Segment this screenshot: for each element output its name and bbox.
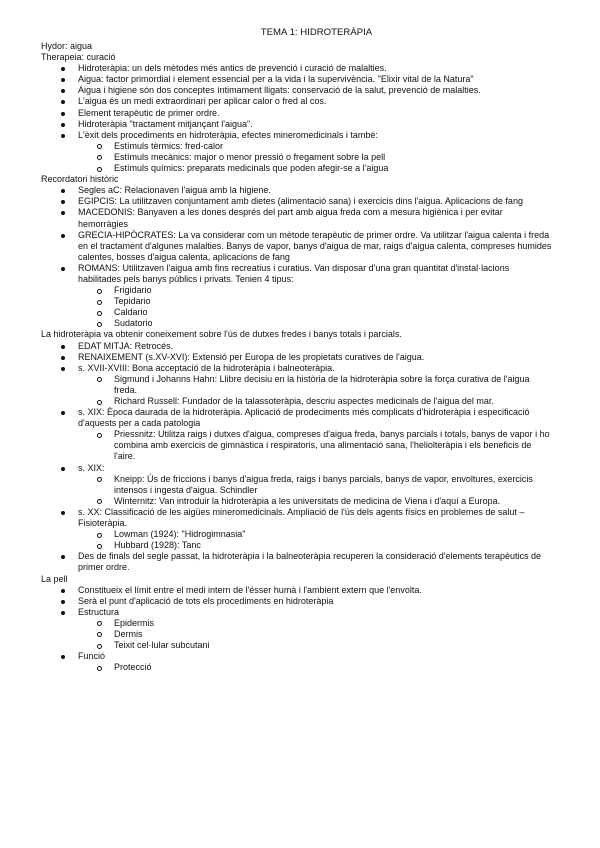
bullet-list (41, 63, 552, 174)
list-item-text: Estímuls mecànics: major o menor pressió o fregament sobre la pell (114, 151, 386, 162)
filled-bullet-icon (61, 211, 65, 215)
list-item (41, 74, 552, 85)
list-item-text: ROMANS: Utilitzaven l'aigua amb fins recreatius i curatius. Van disposar d'una gran quantitat d'instal·lacions habilitades pels banys públics i privats. Tenien 4 tipus: (78, 262, 510, 284)
list-item-text: s. XVII-XVIII: Bona acceptació de la hidroteràpia i balneoteràpia. (78, 362, 335, 373)
sub-list-item (41, 318, 552, 329)
filled-bullet-icon (61, 356, 65, 360)
filled-bullet-icon (61, 67, 65, 71)
filled-bullet-icon (61, 134, 65, 138)
filled-bullet-icon (61, 100, 65, 104)
list-item-text: Segles aC: Relacionaven l'aigua amb la higiene. (78, 185, 271, 196)
filled-bullet-icon (61, 78, 65, 82)
document-body (41, 41, 552, 673)
filled-bullet-icon (61, 467, 65, 471)
list-item (41, 651, 552, 662)
filled-bullet-icon (61, 367, 65, 371)
hollow-bullet-icon (97, 644, 102, 649)
filled-bullet-icon (61, 411, 65, 415)
hollow-bullet-icon (97, 289, 102, 294)
hollow-bullet-icon (97, 400, 102, 405)
list-item (41, 507, 552, 529)
sub-list-item (41, 474, 552, 496)
list-item-text: EDAT MITJA: Retrocés. (78, 340, 174, 351)
list-item-text: Dermis (114, 628, 143, 639)
list-item-text: Caldario (114, 307, 148, 318)
sub-list-item (41, 540, 552, 551)
section-text: Hydor: aigua (41, 41, 93, 51)
sub-list-item (41, 396, 552, 407)
list-item-text: Priessnitz: Utilitza raigs i dutxes d'aigua, compreses d'aigua freda, banys parcials i totals, banys de vapor i ho combina amb exercicis de gimnàstica i respiratoris, una alimentació sana, l'heliolteràpia i els beneficis de l'aire. (114, 429, 550, 462)
list-item (41, 130, 552, 141)
sub-list-item (41, 152, 552, 163)
list-item-text: L'aigua és un medi extraordinari per aplicar calor o fred al cos. (78, 96, 327, 107)
hollow-bullet-icon (97, 499, 102, 504)
hollow-bullet-icon (97, 322, 102, 327)
list-item (41, 352, 552, 363)
hollow-bullet-icon (97, 544, 102, 549)
sub-list-item (41, 374, 552, 396)
sub-list-item (41, 662, 552, 673)
hollow-bullet-icon (97, 477, 102, 482)
list-item (41, 463, 552, 474)
sub-list-item (41, 285, 552, 296)
list-item-text: EGIPCIS: La utilitzaven conjuntament amb dietes (alimentació sana) i exercicis dins l'aigua. Aplicacions de fang (78, 196, 523, 207)
list-item-text: Element terapèutic de primer ordre. (78, 107, 220, 118)
list-item (41, 96, 552, 107)
list-item (41, 207, 552, 229)
sub-list-item (41, 307, 552, 318)
document-title: TEMA 1: HIDROTERÀPIA (260, 27, 373, 38)
list-item-text: Serà el punt d'aplicació de tots els procediments en hidroteràpia (78, 595, 334, 606)
list-item-text: Hidroteràpia: un dels mètodes més antics de prevenció i curació de malalties. (78, 63, 387, 74)
list-item-text: Hidroteràpia "tractament mitjançant l'aigua". (78, 118, 253, 129)
filled-bullet-icon (61, 600, 65, 604)
hollow-bullet-icon (97, 311, 102, 316)
filled-bullet-icon (61, 345, 65, 349)
list-item-text: Frigidario (114, 285, 152, 296)
list-item-text: Kneipp: Ús de friccions i banys d'aigua freda, raigs i banys parcials, banys de vapor, envoltures, exercicis intensos i ingesta d'aigua. Schindler (114, 473, 533, 495)
hollow-bullet-icon (97, 300, 102, 305)
hollow-bullet-icon (97, 144, 102, 149)
hollow-bullet-icon (97, 433, 102, 438)
list-item (41, 119, 552, 130)
list-item-text: Des de finals del segle passat, la hidroteràpia i la balneoteràpia recuperen la consideració d'elements terapèutics de primer ordre. (78, 551, 541, 573)
list-item-text: Protecció (114, 662, 152, 673)
sub-list-item (41, 141, 552, 152)
hollow-bullet-icon (97, 377, 102, 382)
bullet-list (41, 585, 552, 674)
list-item-text: s. XIX: Època daurada de la hidroteràpia. Aplicació de prodeciments més complicats d'hidroteràpia i especificació d'aquests per a cada patologia (78, 407, 530, 429)
sub-list-item (41, 429, 552, 462)
section-text: Recordatori històric (41, 174, 119, 185)
sub-list-item (41, 296, 552, 307)
filled-bullet-icon (61, 234, 65, 238)
filled-bullet-icon (61, 611, 65, 615)
section-text: La pell (41, 573, 68, 584)
filled-bullet-icon (61, 511, 65, 515)
filled-bullet-icon (61, 267, 65, 271)
sub-list-item (41, 163, 552, 174)
hollow-bullet-icon (97, 155, 102, 160)
filled-bullet-icon (61, 200, 65, 204)
filled-bullet-icon (61, 89, 65, 93)
list-item (41, 85, 552, 96)
list-item-text: Constitueix el límit entre el medi intern de l'ésser humà i l'ambient extern que l'envolta. (78, 584, 422, 595)
list-item-text: L'èxit dels procediments en hidroteràpia, efectes mineromedicinals i també: (78, 129, 378, 140)
list-item-text: Tepidario (114, 296, 151, 307)
filled-bullet-icon (61, 189, 65, 193)
hollow-bullet-icon (97, 632, 102, 637)
list-item-text: Estructura (78, 606, 120, 617)
section-text: La hidroteràpia va obtenir coneixement sobre l'ús de dutxes fredes i banys totals i parcials. (41, 329, 402, 340)
list-item (41, 185, 552, 196)
bullet-list (41, 185, 552, 329)
list-item-text: GRECIA-HIPÒCRATES: La va considerar com un mètode terapèutic de primer ordre. Va utilitzar l'aigua calenta i freda en el tractament d'algunes malalties. Banys de vapor, banys d'aigua de mar, raigs d'aigua calenta, compreses humides calentes, bosses d'aigua calenta, aplicacions de fang (78, 229, 552, 262)
sub-list-item (41, 496, 552, 507)
list-item-text: Aigua: factor primordial i element essencial per a la vida i la supervivència. "Elixir vital de la Natura" (78, 74, 474, 85)
list-item-text: Estímuls tèrmics: fred-calor (114, 140, 224, 151)
hollow-bullet-icon (97, 533, 102, 538)
list-item-text: Teixit cel·lular subcutani (114, 640, 210, 651)
hollow-bullet-icon (97, 621, 102, 626)
list-item-text: s. XX: Classificació de les aigües mineromedicinals. Ampliació de l'ús dels agents físics en problemes de salut – Fisioteràpia. (78, 506, 525, 529)
section-text: Therapeia: curació (41, 52, 116, 63)
list-item-text: Hubbard (1928): Tanc (114, 540, 201, 551)
sub-list-item (41, 629, 552, 640)
list-item (41, 263, 552, 285)
list-item (41, 108, 552, 119)
sub-list-item (41, 529, 552, 540)
list-item (41, 407, 552, 429)
list-item-text: RENAIXEMENT (s.XV-XVI): Extensió per Europa de les propietats curatives de l'aigua. (78, 351, 425, 362)
list-item (41, 63, 552, 74)
list-item (41, 596, 552, 607)
list-item (41, 341, 552, 352)
list-item-text: Lowman (1924): "Hidrogimnasia" (114, 529, 246, 540)
list-item (41, 196, 552, 207)
filled-bullet-icon (61, 655, 65, 659)
filled-bullet-icon (61, 123, 65, 127)
list-item-text: Sudatorio (114, 318, 153, 329)
list-item-text: Sigmund i Johanns Hahn: Llibre decisiu en la història de la hidroteràpia sobre la força curativa de l'aigua freda. (114, 373, 530, 395)
hollow-bullet-icon (97, 167, 102, 172)
list-item-text: Funció (78, 651, 106, 662)
bullet-list (41, 341, 552, 574)
list-item-text: Estímuls químics: preparats medicinals que poden afegir-se a l'aigua (114, 163, 389, 174)
list-item-text: Epidermis (114, 617, 155, 628)
filled-bullet-icon (61, 589, 65, 593)
hollow-bullet-icon (97, 666, 102, 671)
list-item (41, 363, 552, 374)
list-item-text: Richard Russell: Fundador de la talassoteràpia, descriu aspectes medicinals de l'aigua del mar. (114, 396, 494, 406)
list-item-text: Aigua i higiene són dos conceptes íntimament lligats: conservació de la salut, prevenció de malalties. (78, 85, 481, 96)
list-item (41, 585, 552, 596)
filled-bullet-icon (61, 112, 65, 116)
list-item (41, 230, 552, 263)
list-item-text: Winternitz: Van introduir la hidroteràpia a les universitats de medicina de Viena i d'aquí a Europa. (114, 495, 501, 506)
sub-list-item (41, 618, 552, 629)
list-item-text: MACEDONIS: Banyaven a les dones després del part amb aigua freda com a mesura higiènica i per evitar hemorràgies (78, 207, 503, 229)
filled-bullet-icon (61, 555, 65, 559)
list-item (41, 607, 552, 618)
list-item-text: s. XIX: (78, 462, 105, 473)
list-item (41, 551, 552, 573)
sub-list-item (41, 640, 552, 651)
